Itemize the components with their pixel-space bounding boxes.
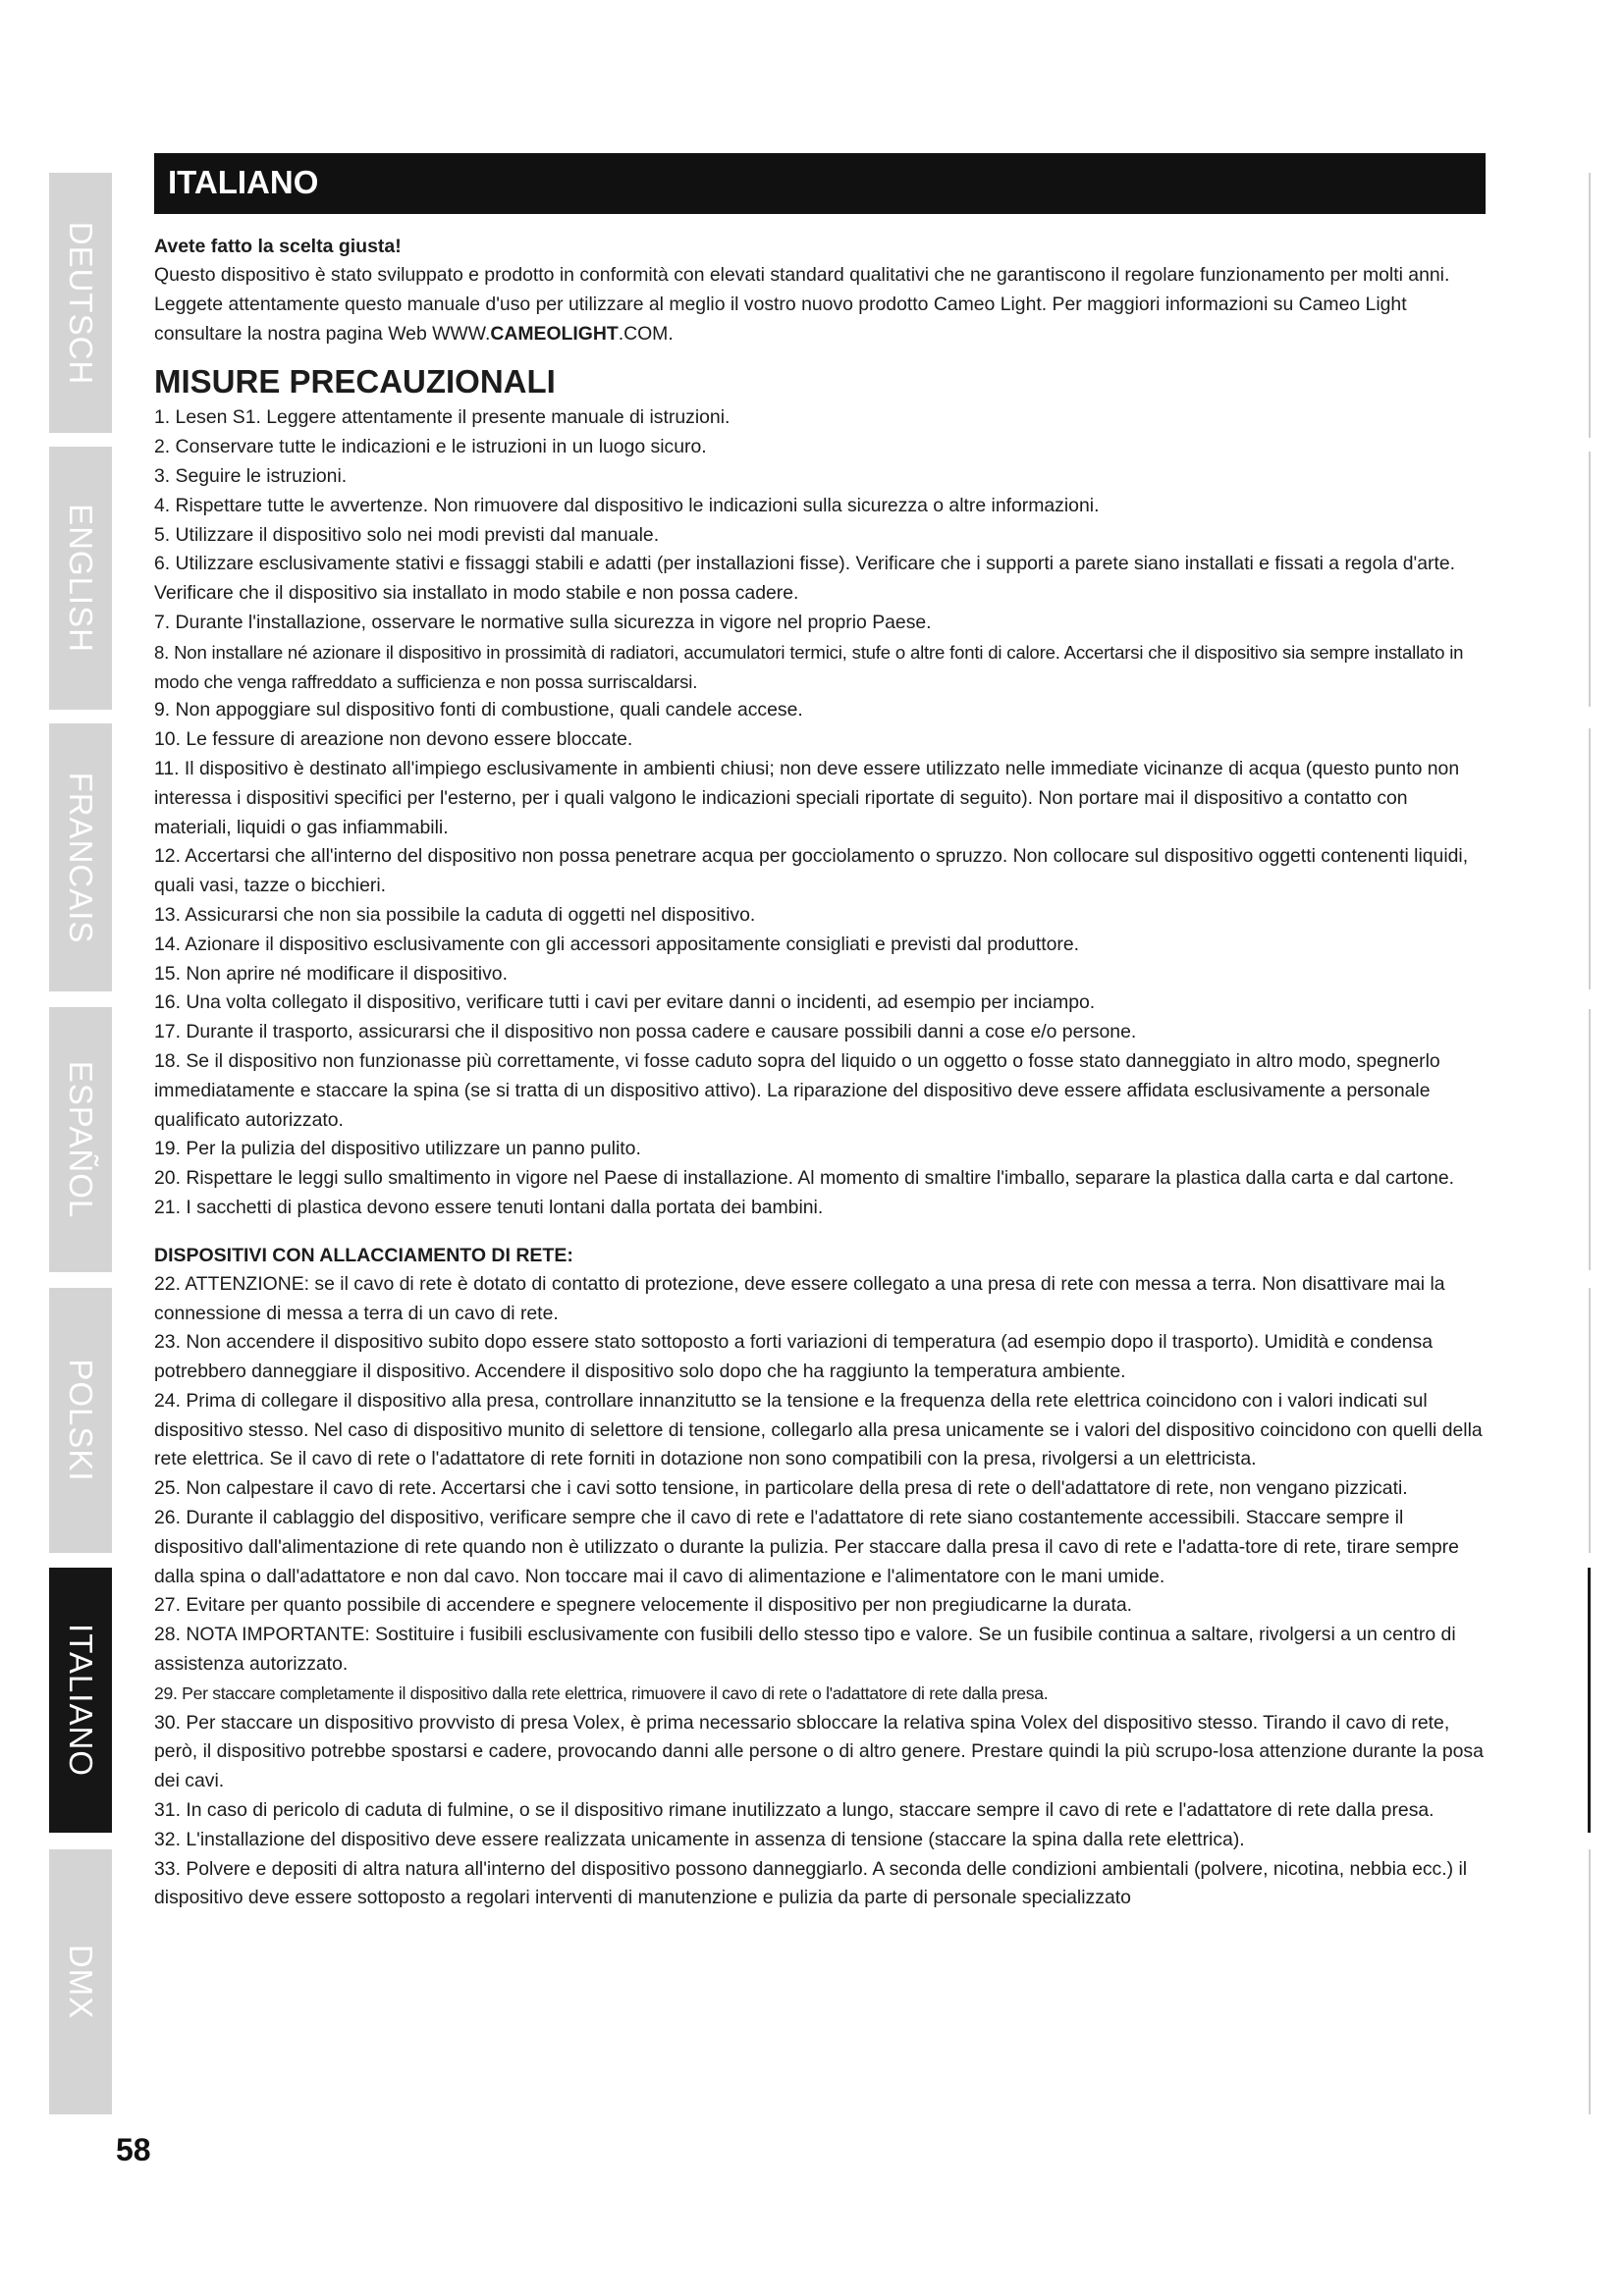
margin-rule bbox=[1589, 1288, 1591, 1553]
list-item: 12. Accertarsi che all'interno del dispositivo non possa penetrare acqua per gocciolamento o spruzzo. Non collocare sul dispositivo oggetti contenenti liquidi, quali vasi, tazze o bicchieri. bbox=[154, 845, 1469, 897]
list-item: 23. Non accendere il dispositivo subito dopo essere stato sottoposto a forti variazioni di temperatura (ad esempio dopo il trasporto). Umidità e condensa potrebbero danneggiare il dispositivo. Accendere il dispositivo solo dopo che ha raggiunto la temperatura ambiente. bbox=[154, 1331, 1434, 1383]
intro-title: Avete fatto la scelta giusta! bbox=[154, 236, 402, 257]
list-item: 4. Rispettare tutte le avvertenze. Non rimuovere dal dispositivo le indicazioni sulla sicurezza o altre informazioni. bbox=[154, 494, 1100, 516]
list-item: 8. Non installare né azionare il dispositivo in prossimità di radiatori, accumulatori termici, stufe o altre fonti di calore. Accertarsi che il dispositivo sia sempre installato in modo che venga raffreddato a sufficienza e non possa surriscaldarsi. bbox=[154, 641, 1464, 692]
side-tab-label: ESPAÑOL bbox=[63, 1060, 99, 1219]
list-item: 15. Non aprire né modificare il dispositivo. bbox=[154, 962, 508, 985]
precautions-list bbox=[154, 403, 1486, 1222]
website-link-bold[interactable]: CAMEOLIGHT bbox=[490, 322, 619, 345]
margin-rule bbox=[1589, 173, 1591, 438]
list-item: 30. Per staccare un dispositivo provvisto di presa Volex, è prima necessario sbloccare la relativa spina Volex del dispositivo stesso. Tirando il cavo di rete, però, il dispositivo potrebbe spostarsi e cadere, provocando danni alle persone o di altro genere. Prestare quindi la più scrupo-losa attenzione durante la posa dei cavi. bbox=[154, 1711, 1484, 1792]
list-item: 20. Rispettare le leggi sullo smaltimento in vigore nel Paese di installazione. Al momento di smaltire l'imballo, separare la plastica dalla carta e dal cartone. bbox=[154, 1167, 1455, 1190]
list-item: 18. Se il dispositivo non funzionasse più correttamente, vi fosse caduto sopra del liquido o un oggetto o fosse stato danneggiato in altro modo, spegnerlo immediatamente e staccare la spina (se si tratta di un dispositivo attivo). La riparazione del dispositivo deve essere affidata esclusivamente a personale qualificato autorizzato. bbox=[154, 1049, 1440, 1131]
side-tab-italiano[interactable] bbox=[49, 1568, 112, 1833]
list-item: 16. Una volta collegato il dispositivo, verificare tutti i cavi per evitare danni o incidenti, ad esempio per inciampo. bbox=[154, 991, 1096, 1014]
list-item: 25. Non calpestare il cavo di rete. Accertarsi che i cavi sotto tensione, in particolare della presa di rete o dell'adattatore di rete, non vengano pizzicati. bbox=[154, 1477, 1408, 1500]
list-item: 6. Utilizzare esclusivamente stativi e fissaggi stabili e adatti (per installazioni fisse). Verificare che i supporti a parete siano installati e fissati a regola d'arte. Verificare che il dispositivo sia installato in modo stabile e non possa cadere. bbox=[154, 553, 1456, 605]
margin-rule bbox=[1589, 1849, 1591, 2114]
list-item: 5. Utilizzare il dispositivo solo nei modi previsti dal manuale. bbox=[154, 523, 660, 546]
intro-text bbox=[154, 261, 1486, 348]
subsection-title: DISPOSITIVI CON ALLACCIAMENTO DI RETE: bbox=[154, 1244, 573, 1266]
list-item: 28. NOTA IMPORTANTE: Sostituire i fusibili esclusivamente con fusibili dello stesso tipo e valore. Se un fusibile continua a saltare, rivolgersi a un centro di assistenza autorizzato. bbox=[154, 1624, 1456, 1676]
list-item: 13. Assicurarsi che non sia possibile la caduta di oggetti nel dispositivo. bbox=[154, 903, 756, 926]
list-item: 29. Per staccare completamente il dispositivo dalla rete elettrica, rimuovere il cavo di rete o l'adattatore di rete dalla presa. bbox=[154, 1682, 1049, 1703]
list-item: 27. Evitare per quanto possibile di accendere e spegnere velocemente il dispositivo per non pregiudicarne la durata. bbox=[154, 1594, 1133, 1617]
side-tab-label: FRANCAIS bbox=[63, 772, 99, 943]
margin-rule-active bbox=[1588, 1568, 1591, 1833]
list-item: 11. Il dispositivo è destinato all'impiego esclusivamente in ambienti chiusi; non deve essere utilizzato nelle immediate vicinanze di acqua (questo punto non interessa i dispositivi specifici per l'esterno, per i quali valgono le indicazioni speciali riportate di seguito). Non portare mai il dispositivo a contatto con materiali, liquidi o gas infiammabili. bbox=[154, 757, 1460, 838]
side-tab-espanol[interactable] bbox=[49, 1007, 112, 1272]
list-item: 10. Le fessure di areazione non devono essere bloccate. bbox=[154, 728, 633, 751]
side-tab-label: DMX bbox=[63, 1944, 99, 2020]
page-title: ITALIANO bbox=[168, 164, 319, 200]
list-item: 32. L'installazione del dispositivo deve essere realizzata unicamente in assenza di tensione (staccare la spina dalla rete elettrica). bbox=[154, 1828, 1245, 1850]
list-item: 21. I sacchetti di plastica devono essere tenuti lontani dalla portata dei bambini. bbox=[154, 1196, 824, 1218]
section-header bbox=[154, 153, 1486, 214]
list-item: 1. Lesen S1. Leggere attentamente il presente manuale di istruzioni. bbox=[154, 406, 731, 429]
margin-rule bbox=[1589, 452, 1591, 707]
intro-text-body: Questo dispositivo è stato sviluppato e prodotto in conformità con elevati standard qualitativi che ne garantiscono il regolare funzionamento per molti anni. Leggete attentamente questo manuale d'uso per utilizzare al meglio il vostro nuovo prodotto Cameo Light. Per maggiori informazioni su Cameo Light consultare la nostra pagina Web WWW. bbox=[154, 264, 1450, 345]
side-tab-label: ITALIANO bbox=[63, 1624, 99, 1777]
intro-text-suffix: .COM. bbox=[618, 322, 674, 345]
list-item: 17. Durante il trasporto, assicurarsi che il dispositivo non possa cadere e causare possibili danni a cose e/o persone. bbox=[154, 1021, 1137, 1043]
side-tab-label: ENGLISH bbox=[63, 504, 99, 653]
section-title: MISURE PRECAUZIONALI bbox=[154, 363, 556, 400]
list-item: 26. Durante il cablaggio del dispositivo, verificare sempre che il cavo di rete e l'adattatore di rete siano costantemente accessibili. Staccare sempre il dispositivo dall'alimentazione di rete quando non è utilizzato o durante la pulizia. Per staccare dalla presa il cavo di rete e l'adatta-tore di rete, tirare sempre dalla spina o dall'adattatore e non dal cavo. Non toccare mai il cavo di alimentazione e l'alimentatore con le mani umide. bbox=[154, 1507, 1459, 1587]
list-item: 3. Seguire le istruzioni. bbox=[154, 464, 348, 487]
list-item: 31. In caso di pericolo di caduta di fulmine, o se il dispositivo rimane inutilizzato a lungo, staccare sempre il cavo di rete e l'adattatore di rete dalla presa. bbox=[154, 1799, 1435, 1822]
list-item: 22. ATTENZIONE: se il cavo di rete è dotato di contatto di protezione, deve essere collegato a una presa di rete con messa a terra. Non disattivare mai la connessione di messa a terra di un cavo di rete. bbox=[154, 1272, 1445, 1324]
side-tab-label: POLSKI bbox=[63, 1359, 99, 1482]
list-item: 19. Per la pulizia del dispositivo utilizzare un panno pulito. bbox=[154, 1138, 641, 1160]
side-tab-polski[interactable] bbox=[49, 1288, 112, 1553]
side-tab-label: DEUTSCH bbox=[63, 221, 99, 385]
list-item: 2. Conservare tutte le indicazioni e le istruzioni in un luogo sicuro. bbox=[154, 436, 707, 458]
list-item: 7. Durante l'installazione, osservare le normative sulla sicurezza in vigore nel proprio Paese. bbox=[154, 611, 932, 633]
list-item: 33. Polvere e depositi di altra natura all'interno del dispositivo possono danneggiarlo. A seconda delle condizioni ambientali (polvere, nicotina, nebbia ecc.) il dispositivo deve essere sottoposto a regolari interventi di manutenzione e pulizia da parte di personale specializzato bbox=[154, 1857, 1468, 1909]
margin-rule bbox=[1589, 1009, 1591, 1270]
side-tab-english[interactable] bbox=[49, 447, 112, 710]
page-number: 58 bbox=[116, 2132, 151, 2167]
side-tab-dmx[interactable] bbox=[49, 1849, 112, 2114]
mains-devices-list bbox=[154, 1270, 1486, 1914]
margin-rule bbox=[1589, 728, 1591, 989]
side-tab-francais[interactable] bbox=[49, 723, 112, 991]
main-content bbox=[154, 232, 1486, 1913]
list-item: 24. Prima di collegare il dispositivo alla presa, controllare innanzitutto se la tensione e la frequenza della rete elettrica coincidono con i valori indicati sul dispositivo stesso. Nel caso di dispositivo munito di selettore di tensione, collegarlo alla presa unicamente se i valori del dispositivo coincidono con quelli della rete elettrica. Se il cavo di rete o l'adattatore di rete forniti in dotazione non sono compatibili con la presa, rivolgersi a un elettricista. bbox=[154, 1389, 1483, 1470]
list-item: 9. Non appoggiare sul dispositivo fonti di combustione, quali candele accese. bbox=[154, 699, 803, 721]
side-tab-deutsch[interactable] bbox=[49, 173, 112, 433]
list-item: 14. Azionare il dispositivo esclusivamente con gli accessori appositamente consigliati e previsti dal produttore. bbox=[154, 933, 1080, 955]
